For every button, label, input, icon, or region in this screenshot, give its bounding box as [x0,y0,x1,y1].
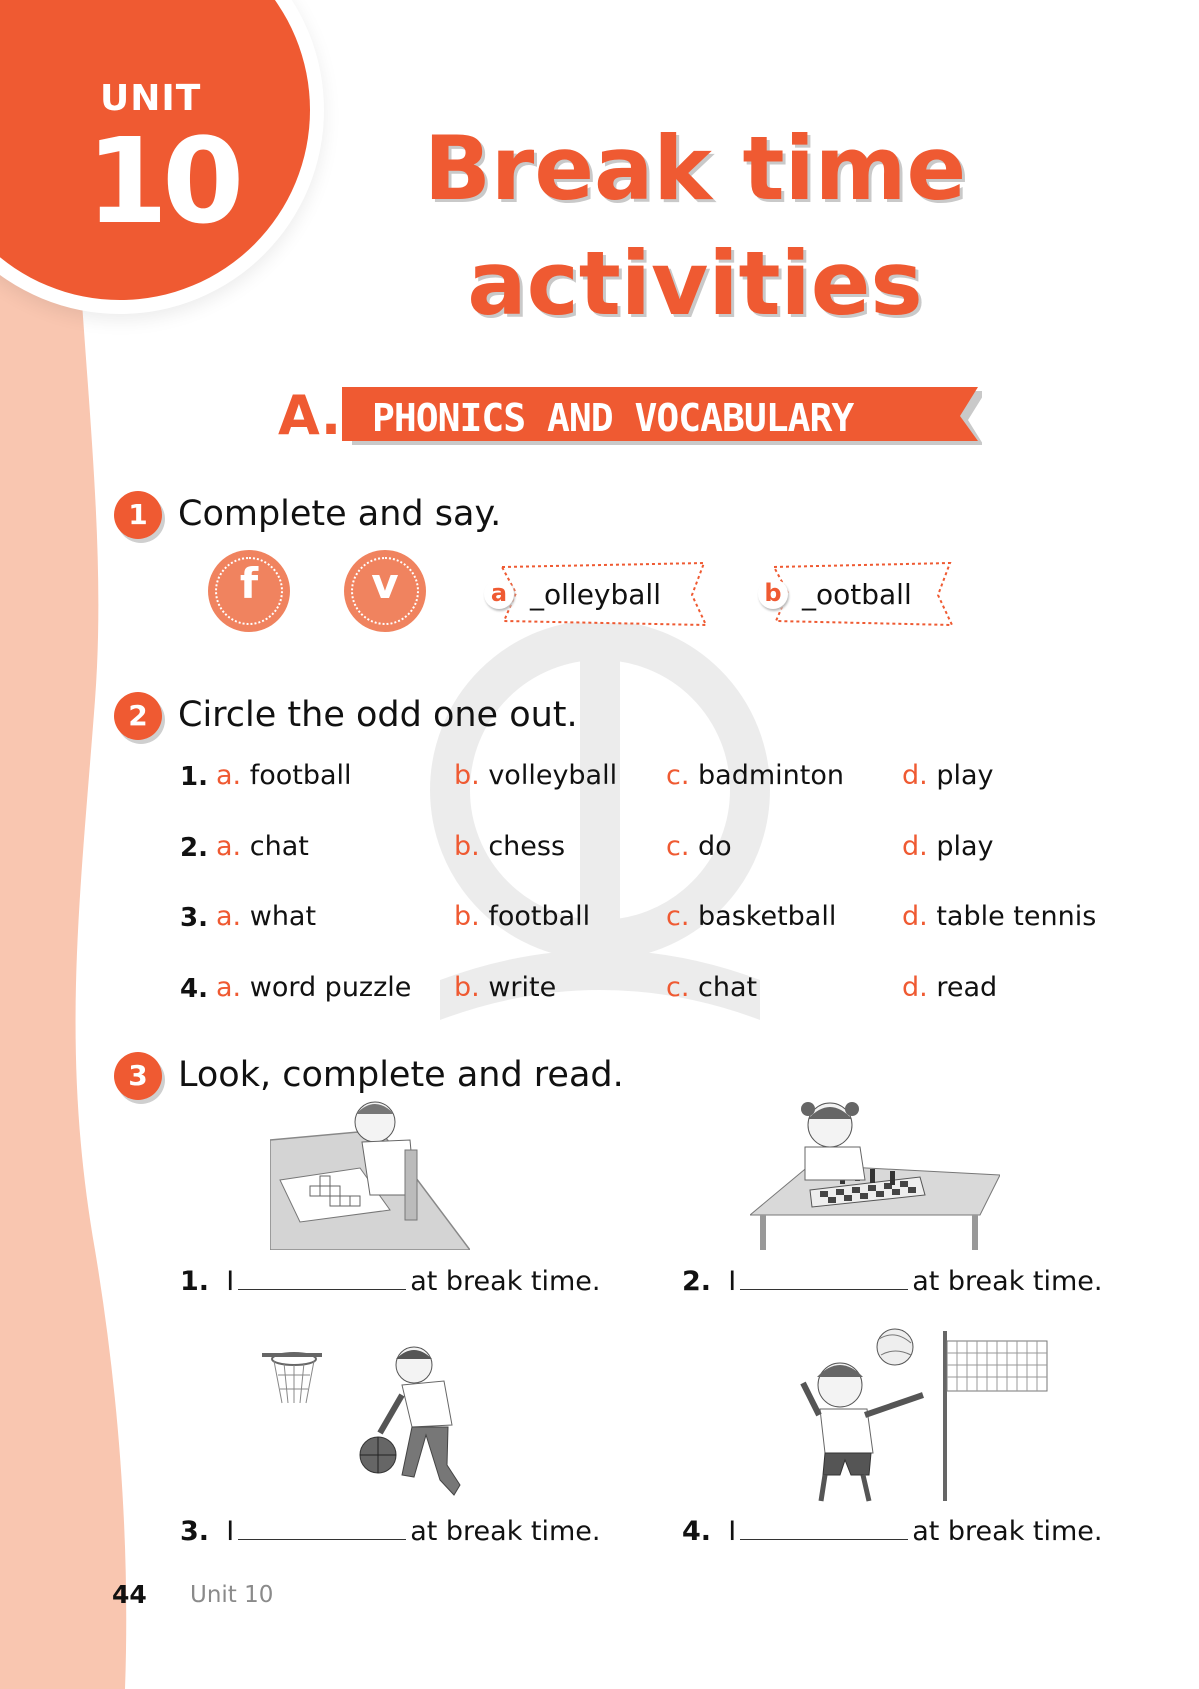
ex2-row-1-option-b[interactable]: b. volleyball [454,760,618,791]
page-title-line1: Break time [423,117,967,220]
ex2-row-1-option-c[interactable]: c. badminton [666,760,844,791]
ex2-row-1-number: 1. [180,762,208,792]
girl-volleyball-picture [795,1325,1050,1505]
ex2-row-3-number: 3. [180,903,208,933]
letter-circle-v [344,550,426,632]
letter-v: v [351,557,419,625]
ribbon-a-word: _olleyball [530,578,661,611]
boy-basketball-picture [262,1345,502,1505]
exercise-3-title: Look, complete and read. [178,1055,624,1095]
exercise-3-number: 3 [114,1052,162,1100]
ex2-row-3-option-b[interactable]: b. football [454,901,591,932]
unit-number: 10 [86,112,239,250]
ex2-row-4-option-d[interactable]: d. read [902,972,998,1003]
ex3-blank-1[interactable] [238,1267,406,1290]
ex2-row-4-option-a[interactable]: a. word puzzle [216,972,412,1003]
letter-f: f [215,557,283,625]
letter-circle-f [208,550,290,632]
ex2-row-4-option-b[interactable]: b. write [454,972,557,1003]
ex2-row-2-option-d[interactable]: d. play [902,831,994,862]
page-number: 44 [112,1580,147,1609]
ex2-row-2-number: 2. [180,833,208,863]
exercise-1-number: 1 [114,491,162,539]
ex2-row-3-option-c[interactable]: c. basketball [666,901,837,932]
exercise-1-title: Complete and say. [178,494,502,534]
exercise-2-title: Circle the odd one out. [178,695,578,735]
ex3-sentence-2: 2. I at break time. [682,1266,1103,1297]
ex2-row-2-option-c[interactable]: c. do [666,831,732,862]
boy-word-puzzle-picture [270,1100,470,1250]
ex3-sentence-4: 4. I at break time. [682,1516,1103,1547]
exercise-2-number: 2 [114,692,162,740]
ribbon-a-tag: a [484,579,514,609]
ex3-sentence-1: 1. I at break time. [180,1266,601,1297]
footer-unit-label: Unit 10 [190,1582,274,1608]
ex3-blank-4[interactable] [740,1517,908,1540]
ex3-blank-2[interactable] [740,1267,908,1290]
ex2-row-3-option-d[interactable]: d. table tennis [902,901,1097,932]
ribbon-b-word: _ootball [802,578,912,611]
girl-chess-picture [750,1095,1000,1250]
ex2-row-2-option-b[interactable]: b. chess [454,831,566,862]
page-title-line2: activities [467,232,923,335]
ex2-row-1-option-a[interactable]: a. football [216,760,352,791]
ex2-row-4-number: 4. [180,974,208,1004]
section-letter: A. [278,384,342,447]
section-title: PHONICS AND VOCABULARY [372,396,854,440]
ribbon-b-tag: b [758,579,788,609]
ex2-row-4-option-c[interactable]: c. chat [666,972,758,1003]
ex3-sentence-3: 3. I at break time. [180,1516,601,1547]
ex2-row-1-option-d[interactable]: d. play [902,760,994,791]
ex3-blank-3[interactable] [238,1517,406,1540]
ex2-row-3-option-a[interactable]: a. what [216,901,317,932]
unit-label: UNIT [100,78,202,119]
ex2-row-2-option-a[interactable]: a. chat [216,831,309,862]
